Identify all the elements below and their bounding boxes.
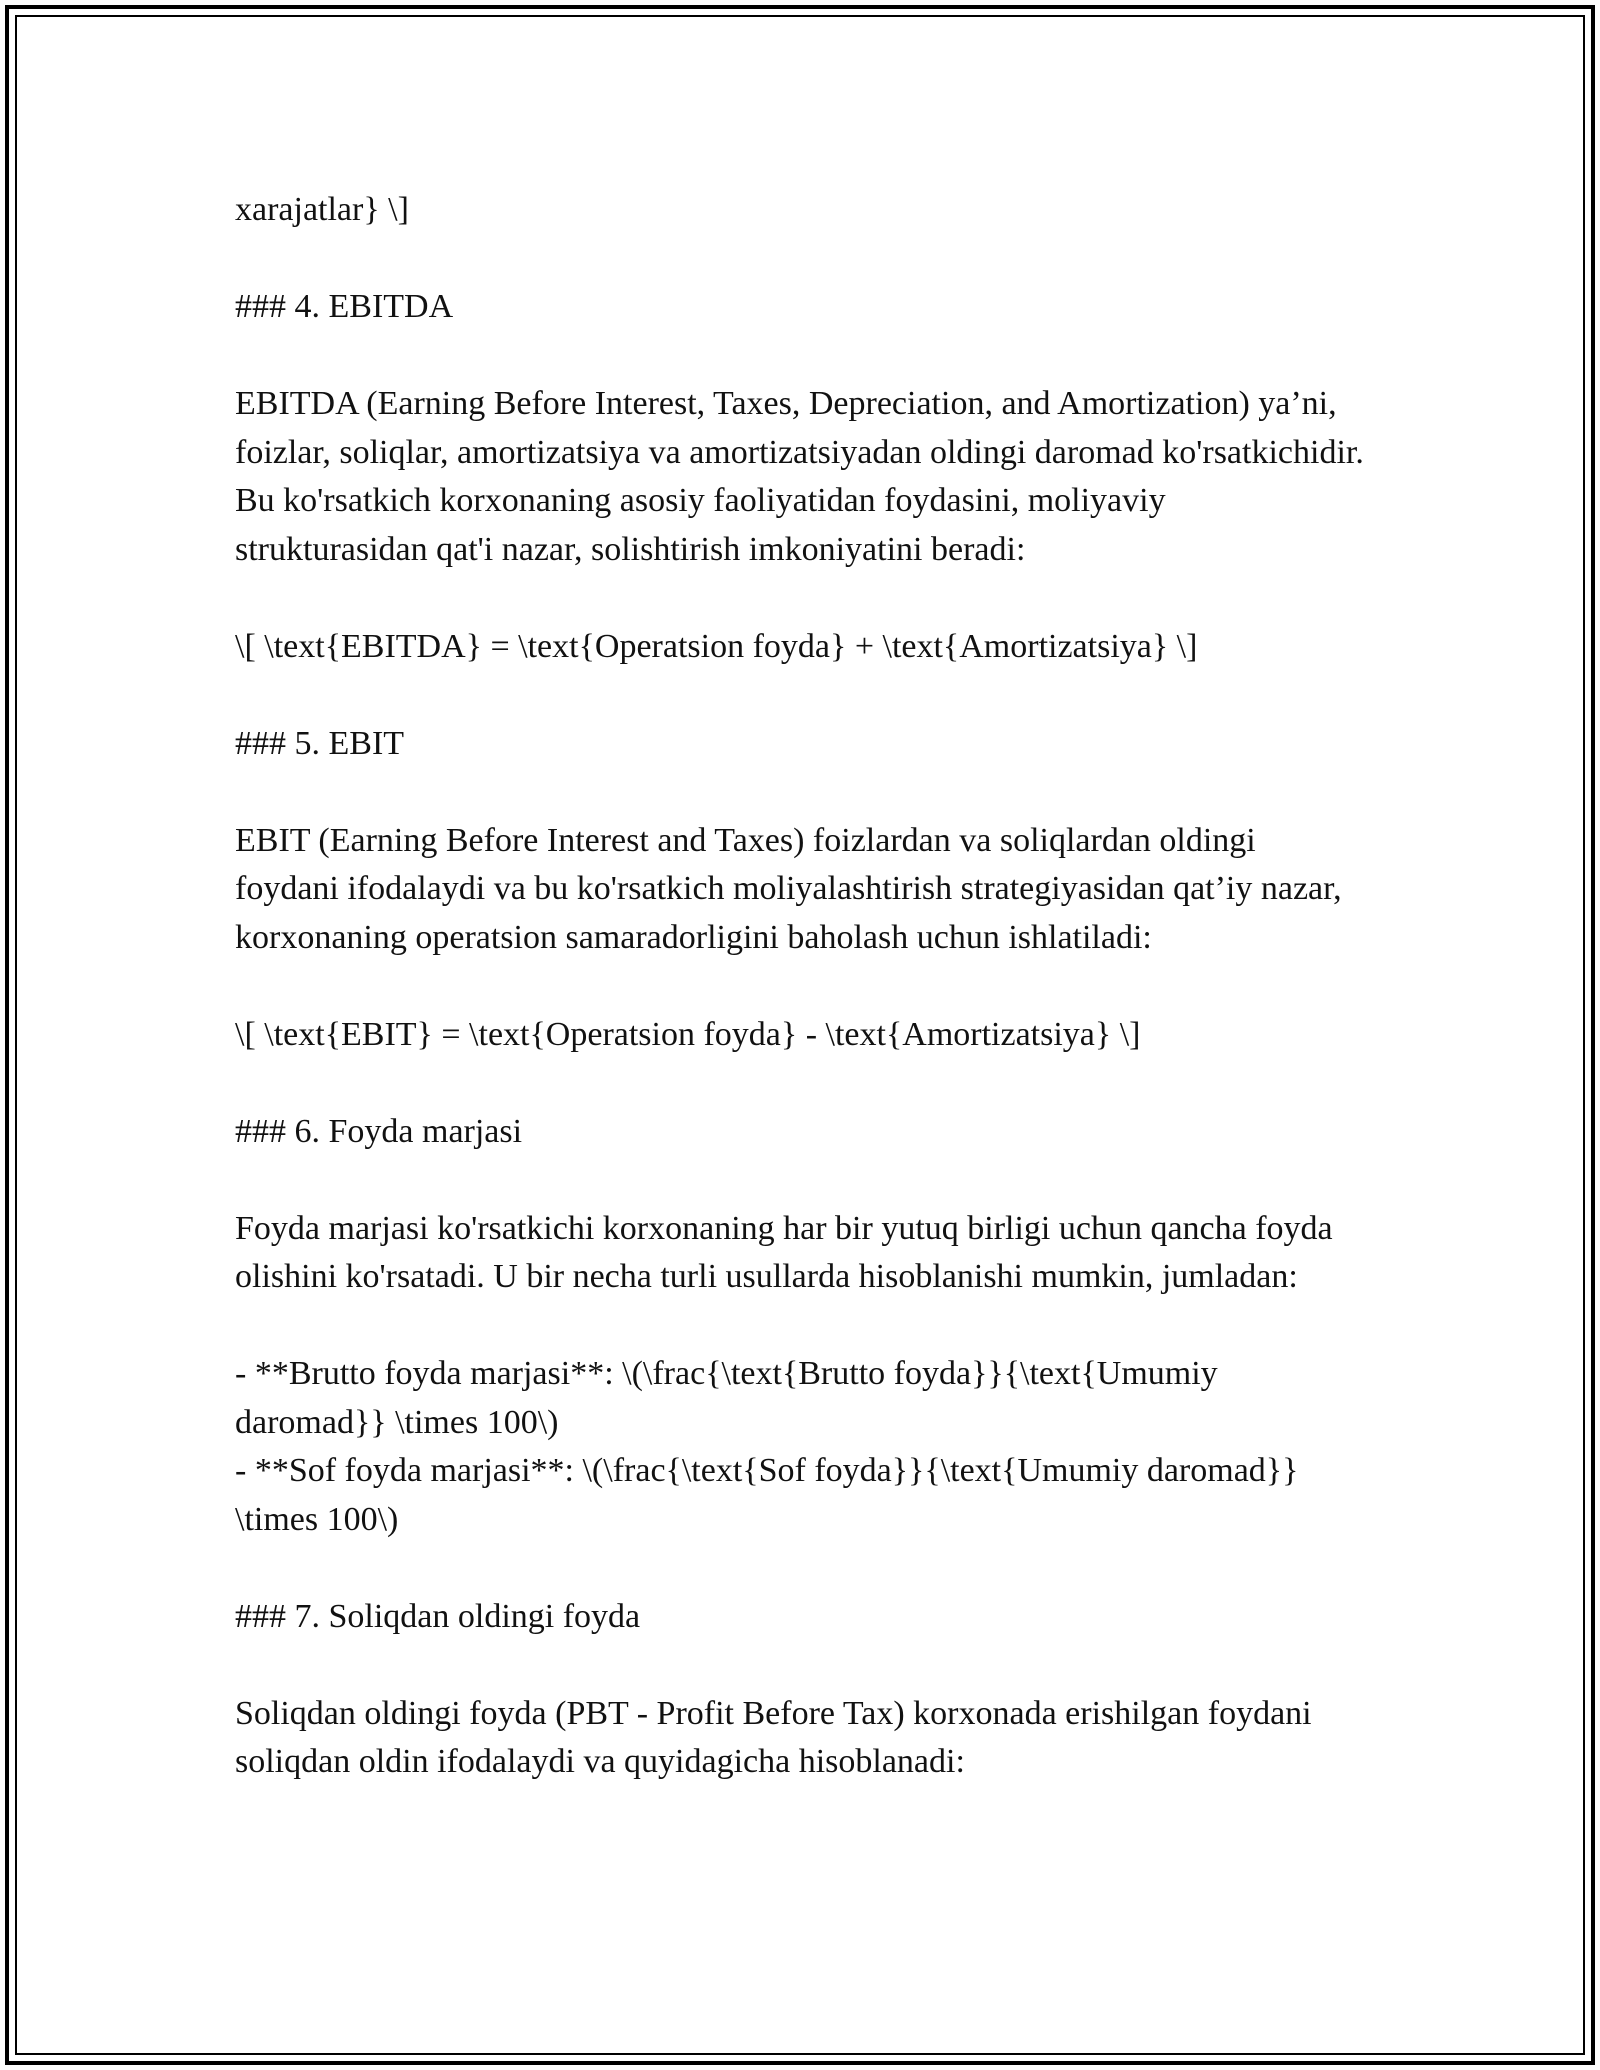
section-5-heading: ### 5. EBIT <box>235 724 405 762</box>
section-4-paragraph: EBITDA (Earning Before Interest, Taxes, Depreciation, and Amortization) ya’ni, foizlar, soliqlar, amortizatsiya va amortizatsiyadan oldingi daromad ko'rsatkichidir. Bu ko'rsatkich korxonaning asosiy faoliyatidan foydasini, moliyaviy strukturasidan qat'i nazar, solishtirish imkoniyatini beradi: <box>235 385 1364 568</box>
section-6-paragraph: Foyda marjasi ko'rsatkichi korxonaning har bir yutuq birligi uchun qancha foyda olishini ko'rsatadi. U bir necha turli usullarda hisoblanishi mumkin, jumladan: <box>235 1209 1333 1295</box>
list-item-brutto: - **Brutto foyda marjasi**: \(\frac{\text{Brutto foyda}}{\text{Umumiy daromad}} \times 100\) <box>235 1355 1218 1441</box>
section-4-formula: \[ \text{EBITDA} = \text{Operatsion foyda} + \text{Amortizatsiya} \] <box>235 627 1198 665</box>
section-4-heading: ### 4. EBITDA <box>235 288 454 325</box>
document-body <box>235 186 1365 1787</box>
section-5-formula: \[ \text{EBIT} = \text{Operatsion foyda} - \text{Amortizatsiya} \] <box>235 1015 1141 1053</box>
section-7-heading: ### 7. Soliqdan oldingi foyda <box>235 1597 641 1635</box>
section-7-paragraph: Soliqdan oldingi foyda (PBT - Profit Before Tax) korxonada erishilgan foydani soliqdan oldin ifodalaydi va quyidagicha hisoblanadi: <box>235 1694 1312 1780</box>
section-6-list <box>235 1350 1365 1544</box>
section-6-heading: ### 6. Foyda marjasi <box>235 1112 523 1150</box>
section-5-paragraph: EBIT (Earning Before Interest and Taxes) foizlardan va soliqlardan oldingi foydani ifodalaydi va bu ko'rsatkich moliyalashtirish strategiyasidan qat’iy nazar, korxonaning operatsion samaradorligini baholash uchun ishlatiladi: <box>235 821 1342 956</box>
continuation-text: xarajatlar} \] <box>235 191 409 228</box>
list-item-sof: - **Sof foyda marjasi**: \(\frac{\text{Sof foyda}}{\text{Umumiy daromad}} \times 100\) <box>235 1452 1299 1538</box>
